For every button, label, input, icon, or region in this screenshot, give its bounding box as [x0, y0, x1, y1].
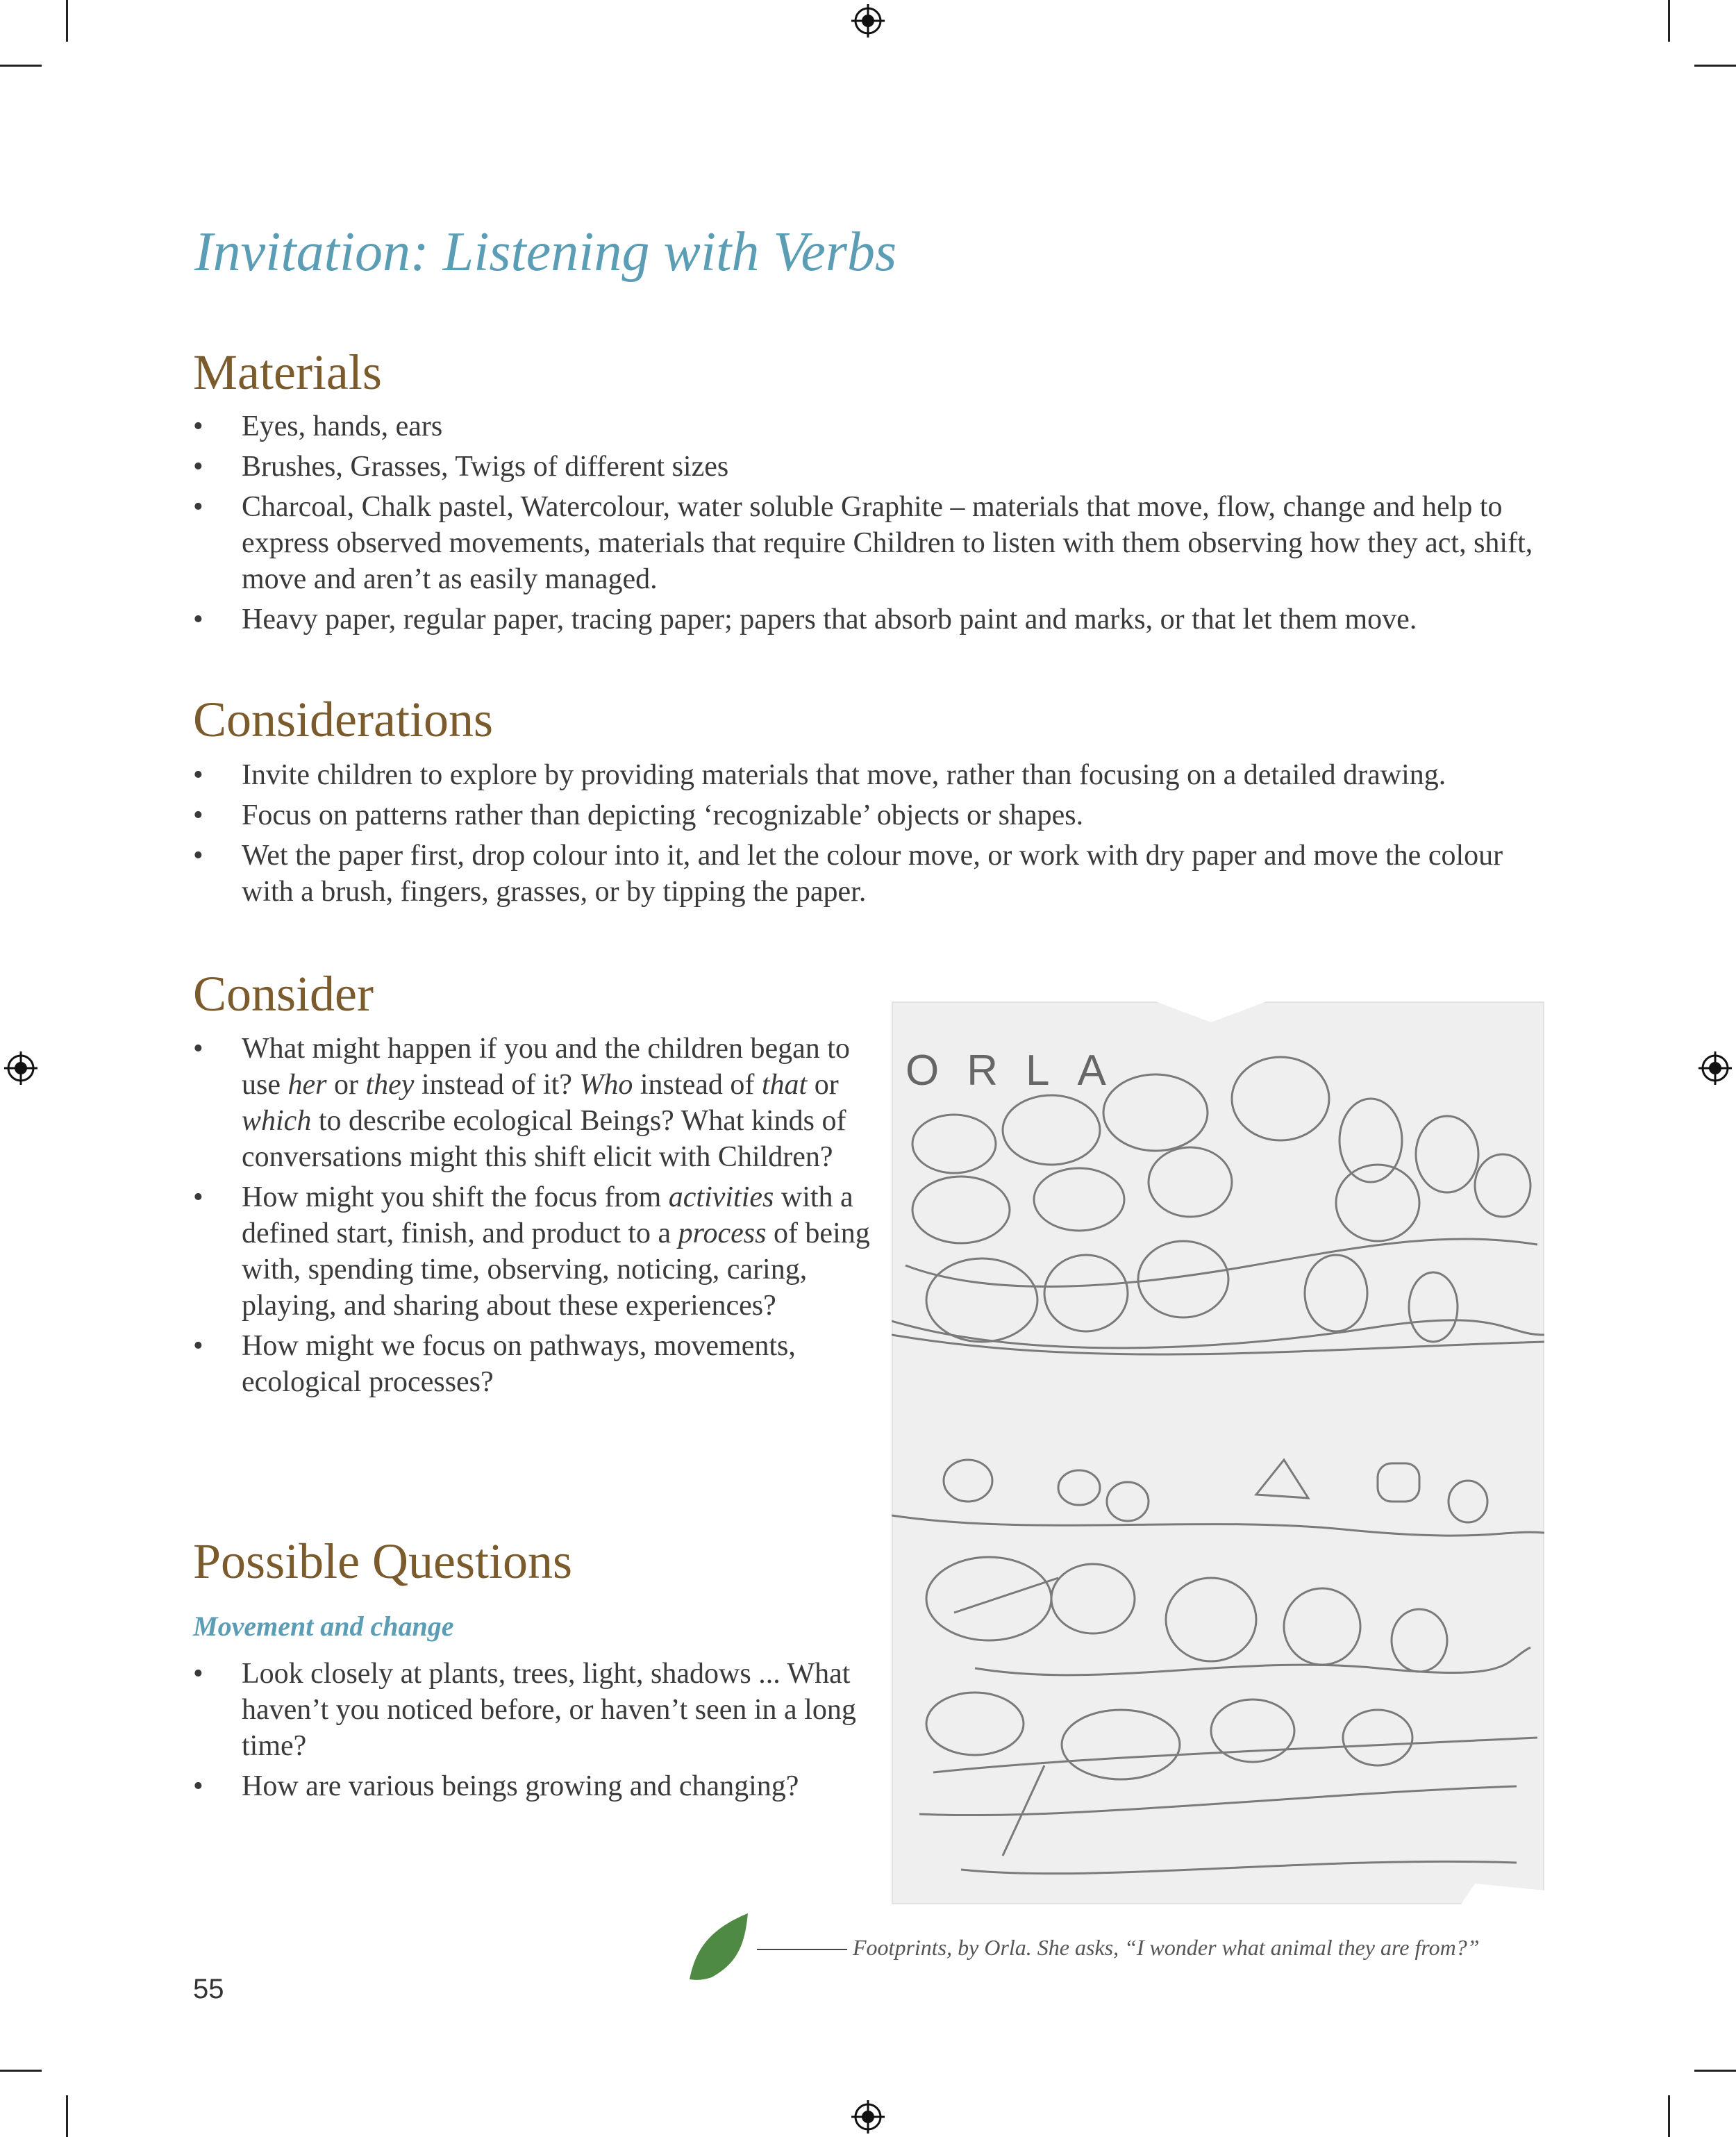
list-item-text: Focus on patterns rather than depicting ‘recognizable’ objects or shapes. [242, 799, 1084, 831]
bullet: • [193, 759, 203, 791]
list-item-text: Invite children to explore by providing materials that move, rather than focusing on a detailed drawing. [242, 759, 1446, 791]
crop-mark [1694, 2070, 1736, 2072]
list-item-text: What might happen if you and the children began to use her or they instead of it? Who instead of that or which to describe ecological Beings? What kinds of conversations might this shift elicit with Children? [242, 1033, 850, 1173]
list-item [193, 489, 1547, 597]
crop-mark [66, 2095, 68, 2137]
bullet: • [193, 799, 203, 831]
list-item-text: How might you shift the focus from activities with a defined start, finish, and product to a process of being with, spending time, observing, noticing, caring, playing, and sharing about these experiences? [242, 1181, 870, 1322]
registration-mark-icon [851, 4, 885, 38]
list-item-text: Eyes, hands, ears [242, 410, 443, 442]
list-item [193, 1328, 874, 1400]
possible-questions-heading: Possible Questions [193, 1533, 573, 1589]
child-drawing-image [892, 1001, 1544, 1904]
considerations-heading: Considerations [193, 692, 493, 747]
list-item-text: Brushes, Grasses, Twigs of different sizes [242, 451, 729, 483]
bullet: • [193, 410, 203, 442]
page-number: 55 [193, 1974, 224, 2004]
bullet: • [193, 451, 203, 483]
crop-mark [1668, 0, 1670, 42]
crop-mark [0, 2070, 42, 2072]
list-item [193, 797, 1547, 833]
list-item-text: How might we focus on pathways, movements, ecological processes? [242, 1330, 796, 1398]
list-item-text: How are various beings growing and changing? [242, 1770, 799, 1802]
list-item-text: Heavy paper, regular paper, tracing paper; papers that absorb paint and marks, or that let them move. [242, 604, 1417, 635]
list-item [193, 1656, 874, 1764]
registration-mark-icon [851, 2100, 885, 2134]
registration-mark-icon [1699, 1051, 1732, 1085]
crop-mark [0, 65, 42, 67]
figure-caption: Footprints, by Orla. She asks, “I wonder what animal they are from?” [853, 1935, 1480, 1960]
list-item-text: Charcoal, Chalk pastel, Watercolour, water soluble Graphite – materials that move, flow, change and help to express observed movements, materials that require Children to listen with them observing how they act, shift, move and aren’t as easily managed. [242, 491, 1533, 595]
crop-mark [1668, 2095, 1670, 2137]
list-item [193, 1031, 874, 1175]
crop-mark [1694, 65, 1736, 67]
bullet: • [193, 1330, 203, 1362]
list-item [193, 757, 1547, 793]
materials-heading: Materials [193, 344, 382, 400]
list-item-text: Wet the paper first, drop colour into it, and let the colour move, or work with dry paper and move the colour with a brush, fingers, grasses, or by tipping the paper. [242, 840, 1503, 908]
list-item [193, 449, 1547, 485]
materials-list [193, 408, 1547, 642]
bullet: • [193, 1770, 203, 1802]
questions-list [193, 1656, 874, 1808]
consider-list [193, 1031, 874, 1404]
crop-mark [66, 0, 68, 42]
bullet: • [193, 491, 203, 523]
bullet: • [193, 1033, 203, 1065]
caption-rule [757, 1949, 847, 1950]
registration-mark-icon [4, 1051, 37, 1085]
drawing-name-text: ORLA [905, 1047, 1134, 1095]
list-item-text: Look closely at plants, trees, light, shadows ... What haven’t you noticed before, or haven’t seen in a long time? [242, 1658, 856, 1762]
leaf-icon [684, 1913, 750, 1983]
consider-heading: Consider [193, 966, 374, 1022]
list-item [193, 601, 1547, 638]
list-item [193, 1768, 874, 1804]
bullet: • [193, 1181, 203, 1213]
page-title: Invitation: Listening with Verbs [194, 222, 897, 283]
bullet: • [193, 1658, 203, 1690]
considerations-list [193, 757, 1547, 914]
list-item [193, 1179, 874, 1324]
list-item [193, 408, 1547, 444]
bullet: • [193, 840, 203, 872]
bullet: • [193, 604, 203, 635]
movement-subheading: Movement and change [193, 1611, 454, 1642]
list-item [193, 838, 1547, 910]
